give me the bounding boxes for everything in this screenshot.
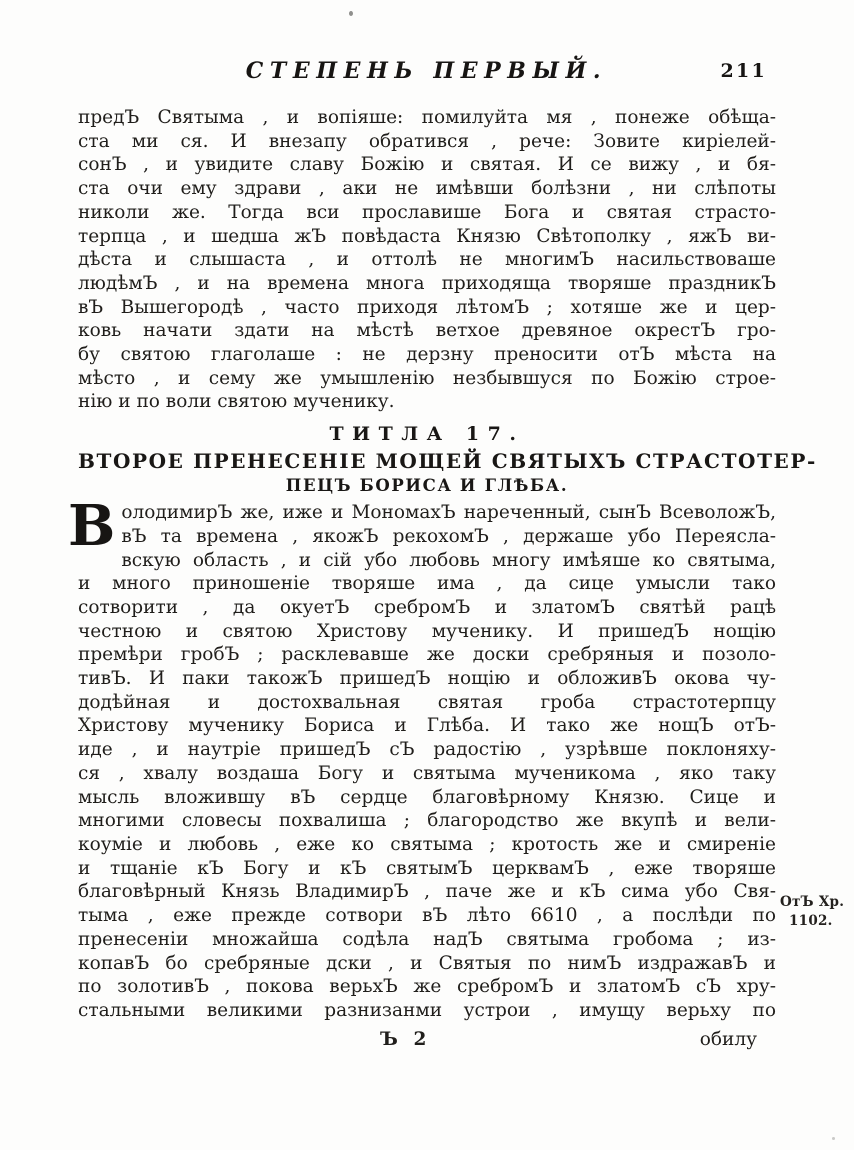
text-line: многими словесы похвалиша ; благородство же вкупѣ и вели- — [78, 810, 776, 832]
text-line: дѣста и слышаста , и оттолѣ не многимЪ насильствоваше — [78, 249, 776, 271]
text-line: сонЪ , и увидите славу Божію и святая. И се вижу , и бя- — [78, 154, 776, 176]
text-line: честною и святою Христову мученику. И пришедЪ нощію — [78, 620, 776, 642]
section-number-heading: ТИТЛА 17. — [329, 423, 525, 446]
text-line: вЪ та времена , якожЪ рекохомЪ , держаше убо Переясла- — [121, 525, 776, 547]
gathering-signature: Ъ 2 — [380, 1029, 432, 1050]
text-line: копавЪ бо сребряные дски , и Святыя по нимЪ издражавЪ и — [78, 952, 776, 974]
text-line: ковь начати здати на мѣстѣ ветхое древяное окрестЪ гро- — [78, 320, 776, 342]
text-line: благовѣрный Князь ВладимирЪ , паче же и кЪ сима убо Свя- — [78, 881, 776, 903]
text-line: мысль вложившу вЪ сердце благовѣрному Князю. Сице и — [78, 786, 776, 808]
page-number: 211 — [720, 60, 767, 82]
text-line: пренесеніи множайша содѣла надЪ святыма гробома ; из- — [78, 928, 776, 950]
text-line: Христову мученику Бориса и Глѣба. И тако же нощЪ отЪ- — [78, 715, 776, 737]
margin-note-line: 1102. — [789, 913, 833, 929]
chapter-heading-line1: ВТОРОЕ ПРЕНЕСЕНІЕ МОЩЕЙ СВЯТЫХЪ СТРАСТОТЕР- — [78, 449, 817, 474]
text-line: премѣри гробЪ ; расклевавше же доски сребряныя и позоло- — [78, 644, 776, 666]
drop-cap-initial: В — [68, 493, 116, 560]
text-line: вскую область , и сій убо любовь многу имѣяше ко святыма, — [121, 549, 776, 571]
text-line: и много приношеніе творяше има , да сице умысли тако — [78, 573, 776, 595]
ink-speck — [832, 1137, 835, 1140]
text-line: нію и по воли святою мученику. — [78, 391, 395, 413]
text-line: иде , и наутріе пришедЪ сЪ радостію , узрѣвше поклоняху- — [78, 739, 776, 761]
text-line: олодимирЪ же, иже и МономахЪ нареченный, сынЪ ВсеволожЪ, — [121, 502, 776, 524]
ink-speck — [349, 11, 353, 16]
text-line: и тщаніе кЪ Богу и кЪ святымЪ церквамЪ , еже творяше — [78, 857, 776, 879]
text-line: терпца , и шедша жЪ повѣдаста Князю Свѣтополку , яжЪ ви- — [78, 225, 776, 247]
chapter-heading-line2: ПЕЦЪ БОРИСА И ГЛѢБА. — [285, 476, 569, 496]
margin-note-line: ОтЪ Хр. — [780, 894, 845, 910]
text-line: сотворити , да окуетЪ сребромЪ и златомЪ святѣй рацѣ — [78, 596, 776, 618]
catchword: обилу — [699, 1029, 757, 1050]
paragraph-main — [68, 493, 776, 1022]
text-line: людѣмЪ , и на времена многа приходяща творяше праздникЪ — [78, 272, 776, 294]
text-line: тивЪ. И паки такожЪ пришедЪ нощію и обложивЪ окова чу- — [78, 668, 776, 690]
text-line: мѣсто , и сему же умышленію незбывшуся по Божію строе- — [78, 367, 776, 389]
text-line: ся , хвалу воздаша Богу и святыма мученикома , яко таку — [78, 762, 776, 784]
margin-note-date — [780, 893, 852, 931]
text-line: бу святою глаголаше : не дерзну преносити отЪ мѣста на — [78, 344, 776, 366]
paragraph-continuation — [78, 106, 776, 414]
text-line: ста ми ся. И внезапу обратився , рече: Зовите киріелей- — [78, 130, 776, 152]
text-line: ста очи ему здрави , аки не имѣвши болѣзни , ни слѣпоты — [78, 178, 776, 200]
running-head — [78, 58, 775, 90]
page-footer — [78, 1029, 775, 1055]
text-line: коуміе и любовь , еже ко святыма ; кротость же и смиреніе — [78, 833, 776, 855]
text-line: предЪ Святыма , и вопіяше: помилуйта мя , понеже обѣща- — [78, 107, 776, 128]
text-line: вЪ Вышегородѣ , часто приходя лѣтомЪ ; хотяше же и цер- — [78, 296, 776, 318]
text-line: стальными великими разнизанми устрои , имущу верьху по — [78, 999, 776, 1021]
running-title: СТЕПЕНЬ ПЕРВЫЙ. — [245, 58, 608, 84]
text-line: по золотивЪ , покова верьхЪ же сребромЪ и златомЪ сЪ хру- — [78, 976, 776, 998]
text-line: тыма , еже прежде сотвори вЪ лѣто 6610 , а послѣди по — [78, 905, 776, 927]
text-line: додѣйная и достохвальная святая гроба страстотерпцу — [78, 691, 776, 713]
text-line: николи же. Тогда вси прославише Бога и святая страсто- — [78, 201, 776, 223]
